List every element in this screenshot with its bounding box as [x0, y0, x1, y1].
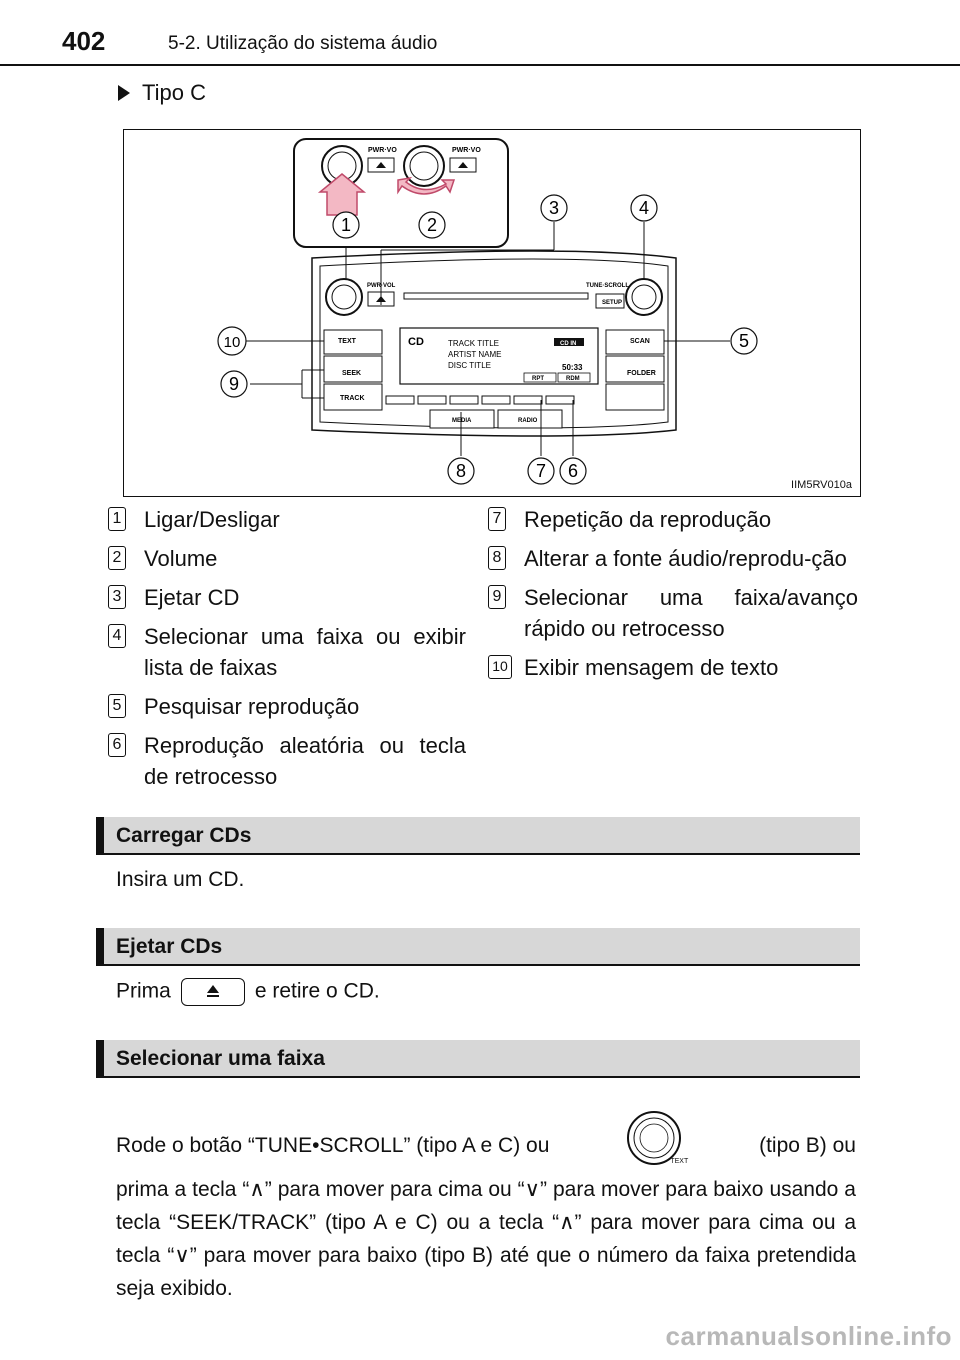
svg-text:MEDIA: MEDIA — [452, 418, 472, 424]
legend-text: Pesquisar reprodução — [144, 694, 360, 719]
callout-1 — [333, 212, 359, 238]
chapter-title: 5-2. Utilização do sistema áudio — [168, 33, 438, 54]
callout-5 — [731, 328, 757, 354]
svg-text:TRACK: TRACK — [340, 395, 365, 402]
page-number: 402 — [62, 26, 106, 56]
legend-item — [108, 504, 466, 535]
section-title: Carregar CDs — [116, 824, 252, 847]
svg-text:TUNE·SCROLL: TUNE·SCROLL — [586, 283, 629, 289]
svg-text:10: 10 — [223, 334, 241, 351]
select-text-end: (tipo B) ou — [759, 1133, 856, 1157]
select-text-start: Rode o botão “TUNE•SCROLL” (tipo A e C) ou — [116, 1133, 550, 1157]
eject-key-icon — [181, 978, 245, 1006]
section-header-eject — [96, 928, 860, 966]
section-header-select — [96, 1040, 860, 1078]
tune-knob-icon — [624, 1110, 689, 1170]
legend-item — [108, 621, 466, 683]
svg-text:SCAN: SCAN — [630, 338, 650, 345]
legend-number: 6 — [108, 733, 126, 757]
svg-text:PWR·VOL: PWR·VOL — [367, 283, 396, 289]
figure-code: IIM5RV010a — [791, 479, 852, 491]
legend-text: Ejetar CD — [144, 585, 240, 610]
section-title: Selecionar uma faixa — [116, 1047, 325, 1070]
svg-text:2: 2 — [426, 215, 438, 235]
seek-button — [324, 356, 382, 382]
legend-text: Repetição da reprodução — [524, 507, 772, 532]
select-text-rest: prima a tecla “∧” para mover para cima ou “∨” para mover para baixo usando a tecla “SEEK/TRACK” (tipo A e C) ou a tecla “∧” para mover para cima ou a tecla “∨” para mover para baixo (tipo B) até que o número da faixa pretendida seja exibido. — [116, 1178, 856, 1300]
svg-text:RADIO: RADIO — [518, 418, 538, 424]
callout-10 — [218, 327, 246, 355]
svg-text:CD: CD — [408, 336, 424, 348]
svg-text:DISC TITLE: DISC TITLE — [448, 361, 491, 370]
svg-text:8: 8 — [455, 461, 467, 481]
subsection-label: Tipo C — [142, 80, 206, 105]
legend-number: 10 — [488, 655, 512, 679]
folder-button — [606, 356, 664, 382]
svg-text:ARTIST NAME: ARTIST NAME — [448, 350, 502, 359]
knob-label: TEXT — [670, 1158, 689, 1165]
inset-label-1: PWR·VO — [368, 147, 397, 154]
svg-text:SEEK: SEEK — [342, 370, 362, 377]
legend-text: Reprodução aleatória ou tecla de retrocesso — [144, 733, 466, 789]
audio-unit-figure — [123, 129, 861, 497]
legend-number: 2 — [108, 546, 126, 570]
legend-text: Volume — [144, 546, 218, 571]
legend-item — [108, 691, 466, 722]
svg-text:9: 9 — [228, 374, 240, 394]
legend-item — [488, 504, 858, 535]
svg-text:TRACK TITLE: TRACK TITLE — [448, 339, 499, 348]
callout-7 — [528, 458, 554, 484]
legend-item — [488, 582, 858, 644]
audio-unit-illustration — [124, 130, 862, 498]
eject-text-after: e retire o CD. — [254, 979, 380, 1003]
svg-text:7: 7 — [535, 461, 547, 481]
callout-9 — [221, 371, 247, 397]
tune-scroll-knob — [626, 279, 662, 315]
subsection-heading — [118, 80, 206, 106]
select-line1 — [116, 1117, 856, 1173]
legend-item — [108, 730, 466, 792]
triangle-bullet-icon — [118, 85, 130, 101]
legend-number: 4 — [108, 624, 126, 648]
svg-text:CD IN: CD IN — [560, 341, 577, 347]
callout-6 — [560, 458, 586, 484]
header-rule — [0, 64, 960, 66]
legend-number: 9 — [488, 585, 506, 609]
legend-text: Alterar a fonte áudio/reprodu-ção — [524, 546, 847, 571]
load-instruction: Insira um CD. — [116, 868, 245, 891]
eject-instruction — [116, 978, 380, 1006]
svg-text:5: 5 — [738, 331, 750, 351]
svg-text:1: 1 — [340, 215, 352, 235]
legend-text: Selecionar uma faixa/avanço rápido ou retrocesso — [524, 585, 858, 641]
legend-left — [108, 504, 466, 800]
callout-8 — [448, 458, 474, 484]
svg-text:FOLDER: FOLDER — [627, 370, 656, 377]
legend-text: Exibir mensagem de texto — [524, 655, 779, 680]
legend-number: 7 — [488, 507, 506, 531]
svg-text:50:33: 50:33 — [562, 363, 583, 372]
legend-item — [488, 652, 858, 683]
section-header-load — [96, 817, 860, 855]
legend-item — [488, 543, 858, 574]
svg-text:3: 3 — [548, 198, 560, 218]
down-button — [606, 384, 664, 410]
legend-item — [108, 543, 466, 574]
legend-text: Ligar/Desligar — [144, 507, 280, 532]
callout-3 — [541, 195, 567, 221]
legend-right — [488, 504, 858, 691]
legend-number: 8 — [488, 546, 506, 570]
callout-2 — [419, 212, 445, 238]
svg-text:RPT: RPT — [532, 376, 544, 382]
power-volume-knob — [326, 279, 362, 315]
legend-item — [108, 582, 466, 613]
select-instruction — [116, 1117, 856, 1305]
svg-text:SETUP: SETUP — [602, 300, 623, 306]
eject-text-before: Prima — [116, 979, 171, 1003]
legend-number: 5 — [108, 694, 126, 718]
legend-text: Selecionar uma faixa ou exibir lista de faixas — [144, 624, 466, 680]
inset-label-2: PWR·VO — [452, 147, 481, 154]
callout-4 — [631, 195, 657, 221]
section-title: Ejetar CDs — [116, 935, 223, 958]
svg-text:RDM: RDM — [566, 376, 580, 382]
legend-number: 1 — [108, 507, 126, 531]
svg-text:6: 6 — [567, 461, 579, 481]
svg-text:4: 4 — [638, 198, 650, 218]
legend-number: 3 — [108, 585, 126, 609]
svg-text:TEXT: TEXT — [338, 338, 356, 345]
cd-slot — [404, 293, 588, 299]
watermark: carmanualsonline.info — [665, 1321, 952, 1351]
